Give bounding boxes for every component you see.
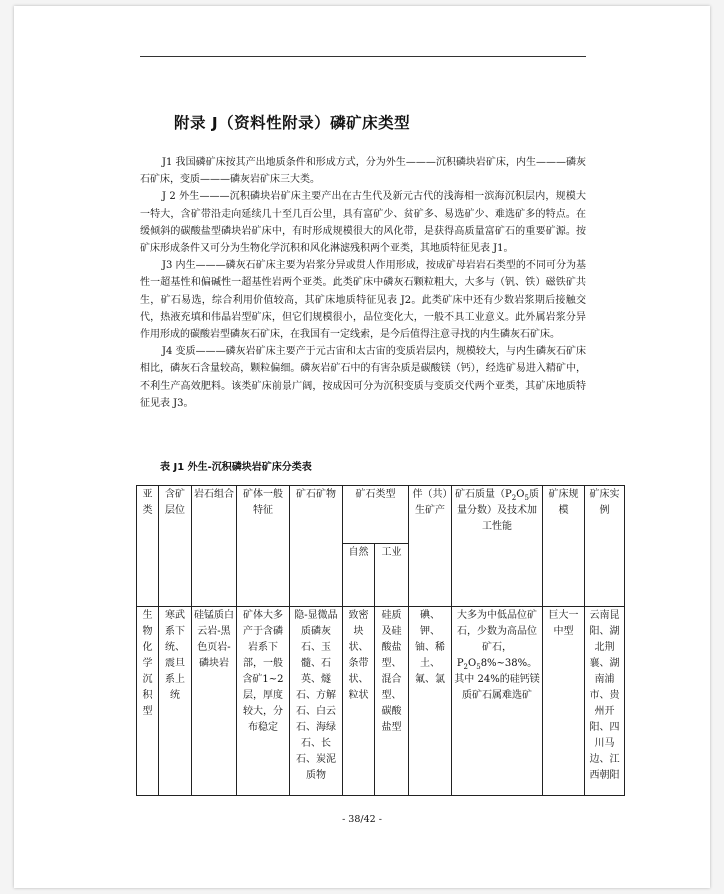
page-number: - 38/42 - (342, 814, 382, 825)
paragraph-j4: J4 变质———磷灰岩矿床主要产于元古宙和太古宙的变质岩层内，规模较大，与内生磷灰石矿床相比，磷灰石含量较高，颗粒偏细。磷灰岩矿石中的有害杂质是碳酸镁（钙），经选矿易进入精矿中，不利生产高效肥料。该类矿床前景广阔，按成因可分为沉积变质与变质交代两个亚类，其矿床地质特征见表 J3。 (140, 346, 586, 409)
header-ore-type: 矿石类型 (343, 486, 409, 544)
classification-table (136, 485, 625, 796)
cell-quality: 大多为中低品位矿石，少数为高品位矿石， $P_2O_58\%\sim 38\%$。 其中 24%的硅钙镁质矿石属难选矿 (452, 607, 543, 796)
cell-ore-natural: 致密块状、条带状、粒状 (343, 607, 375, 796)
cell-rock: 硅锰质白云岩-黑色页岩-磷块岩 (192, 607, 237, 796)
cell-examples: 云南昆阳、湖北荆襄、湖南浦市、贵州开阳、四川马边、江西朝阳 (585, 607, 625, 796)
table-caption: 表 J1 外生-沉积磷块岩矿床分类表 (160, 462, 312, 473)
header-strata: 含矿层位 (159, 486, 192, 607)
header-subtype: 亚类 (137, 486, 159, 607)
table-header-row (137, 486, 625, 544)
document-page (14, 6, 710, 888)
header-scale: 矿床规模 (543, 486, 585, 607)
header-rule (140, 56, 586, 57)
page-title: 附录 J（资料性附录）磷矿床类型 (174, 114, 411, 132)
header-ore-natural: 自然 (343, 544, 375, 607)
cell-associated: 碘、钾、铀、稀土、氟、氯 (409, 607, 452, 796)
header-minerals: 矿石矿物 (290, 486, 343, 607)
paragraph-j2: J 2 外生———沉积磷块岩矿床主要产出在古生代及新元古代的浅海相一滨海沉积层内，规模大一特大，含矿带沿走向延续几十至几百公里，具有富矿少、贫矿多、易选矿少、难选矿多的特点。在缓倾斜的碳酸盐型磷块岩矿床中，有时形成规模很大的风化带，是获得高质量富矿石的重要矿源。按矿床形成条件又可分为生物化学沉积和风化淋滤残积两个亚类，其地质特征见表 J1。 (140, 191, 586, 255)
table-row (137, 607, 625, 796)
cell-features: 矿体大多产于含磷岩系下部，一般含矿1~2层，厚度较大，分布稳定 (237, 607, 290, 796)
header-features: 矿体一般特征 (237, 486, 290, 607)
cell-scale: 巨大一中型 (543, 607, 585, 796)
cell-minerals: 隐-显微晶质磷灰石、玉髓、石英、燧石、方解石、白云石、海绿石、长石、炭泥质物 (290, 607, 343, 796)
header-associated: 伴（共）生矿产 (409, 486, 452, 607)
header-rock: 岩石组合 (192, 486, 237, 607)
cell-ore-industrial: 硅质及硅酸盐型、混合型、碳酸盐型 (375, 607, 409, 796)
header-ore-industrial: 工业 (375, 544, 409, 607)
cell-subtype: 生物化学沉积型 (137, 607, 159, 796)
paragraph-j3: J3 内生———磷灰石矿床主要为岩浆分异或贯人作用形成，按成矿母岩岩石类型的不同可分为基性一超基性和偏碱性一超基性岩两个亚类。此类矿床中磷灰石颗粒粗大，大多与（钒、铁）磁铁矿共生，矿石易选，综合利用价值较高，其矿床地质特征见表 J2。此类矿床中还有少数岩浆期后接触交代，热液充填和伟晶岩型矿床，但它们规模很小，品位变化大，一般不具工业意义。此外属岩浆分异作用形成的碳酸岩型磷灰石矿床，在我国有一定线索，是今后值得注意寻找的内生磷灰石矿床。 (140, 260, 586, 341)
paragraph-j1: J1 我国磷矿床按其产出地质条件和形成方式，分为外生———沉积磷块岩矿床，内生———磷灰石矿床，变质———磷灰岩矿床三大类。 (140, 157, 586, 186)
header-quality: 矿石质量（$P_2O_5$质量分数）及技术加工性能 (452, 486, 543, 607)
header-examples: 矿床实例 (585, 486, 625, 607)
cell-strata: 寒武系下统、震旦系上统 (159, 607, 192, 796)
body-text (140, 154, 586, 412)
